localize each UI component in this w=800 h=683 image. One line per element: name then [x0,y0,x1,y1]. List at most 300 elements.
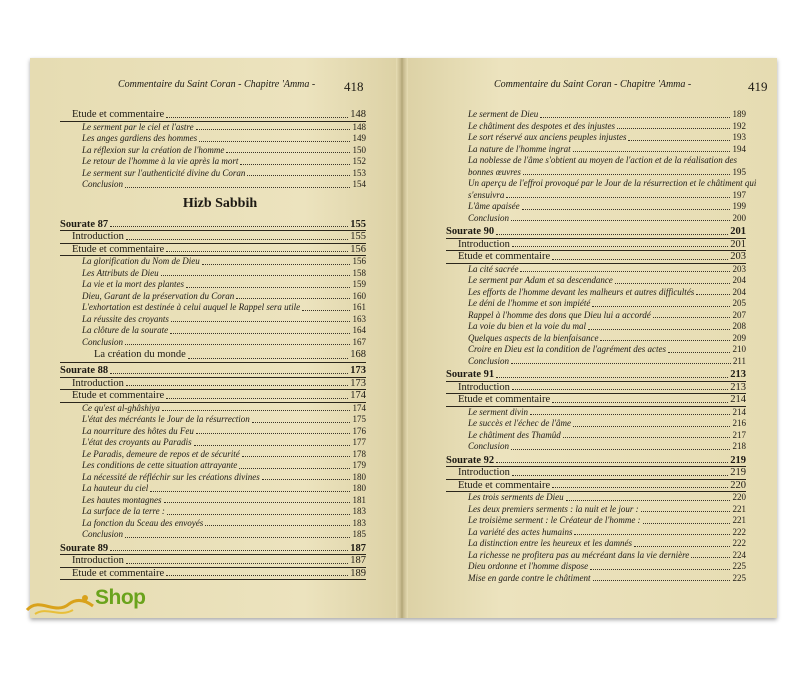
toc-entry-title: bonnes œuvres [468,166,521,177]
toc-entry-page: 148 [352,121,366,132]
section-heading: Hizb Sabbih [182,195,258,211]
toc-entry-title: Etude et commentaire [72,390,165,401]
toc-entry-page: 174 [350,390,366,401]
toc-entry-title: La surface de la terre : [82,506,165,516]
toc-entry-page: 219 [730,454,746,466]
dot-leader [634,546,730,547]
dot-leader [628,140,730,141]
toc-entry-page: 207 [732,309,746,320]
toc-entry-title: Le serment sur l'authenticité divine du Coran [82,167,246,178]
toc-row [446,344,746,356]
toc-entry-page: 150 [352,144,366,155]
dot-leader [552,487,728,488]
toc-row [60,403,366,415]
toc-entry-title: Quelques aspects de la bienfaisance [468,332,599,343]
toc-entry-title: La clôture de la sourate [82,325,169,335]
toc-entry-page: 224 [732,549,746,560]
toc-entry-page: 225 [732,572,746,583]
toc-entry-title: Sourate 88 [60,365,109,376]
dot-leader [166,117,348,118]
toc-row [60,133,366,145]
toc-entry-title: Le troisième serment : le Créateur de l'homme : [468,515,641,525]
dot-leader [161,275,350,276]
toc-row [60,244,366,257]
dot-leader [668,352,730,353]
book-spine [396,58,408,618]
toc-entry-page: 201 [730,226,746,237]
toc-entry-title: Conclusion [468,441,510,451]
dot-leader [126,563,348,564]
toc-row [60,483,366,495]
toc-entry-page: 174 [352,402,366,413]
toc-entry-page: 155 [350,231,366,242]
toc-entry-title: Introduction [458,381,510,393]
toc-entry-title: L'état des mécréants le Jour de la résurrection [82,414,250,424]
toc-entry-title: Les anges gardiens des hommes [82,133,198,143]
dot-leader [512,389,728,390]
toc-entry-title: Conclusion [82,529,124,539]
toc-entry-title: La réflexion sur la création de l'homme [82,144,225,155]
toc-entry-page: 180 [352,471,366,482]
toc-row [60,414,366,426]
toc-entry-page: 217 [732,429,746,440]
toc-entry-title: La richesse ne profitera pas au mécréant dans la vie dernière [468,549,690,560]
toc-row [446,441,746,453]
toc-entry-title: Le sort réservé aux anciens peuples injustes [468,132,627,142]
toc-entry-title: Conclusion [468,212,510,223]
toc-entry-page: 193 [732,132,746,142]
dot-leader [110,226,348,227]
toc-row [60,168,366,180]
dot-leader [653,317,730,318]
dot-leader [205,525,350,526]
toc-entry-page: 203 [730,251,746,262]
toc-entry-page: 168 [350,349,366,360]
toc-row [446,321,746,333]
toc-entry-title: La hauteur du ciel [82,483,149,493]
toc-row [446,504,746,516]
toc-entry-page: 153 [352,167,366,178]
dot-leader [566,500,730,501]
toc-row [446,201,746,213]
dot-leader [523,174,730,175]
toc-row [446,239,746,252]
dot-leader [496,462,728,463]
dot-leader [170,333,350,334]
toc-row [60,179,366,191]
toc-entry-page: 203 [732,263,746,274]
logo-text: Shop [95,586,146,609]
dot-leader [512,475,728,476]
dot-leader [196,129,350,130]
toc-entry-page: 179 [352,460,366,470]
toc-row [60,426,366,438]
dot-leader [262,479,350,480]
toc-entry-page: 167 [352,336,366,347]
toc-entry-title: Introduction [458,467,510,478]
toc-entry-title: Rappel à l'homme des dons que Dieu lui a accordé [468,309,651,320]
dot-leader [593,580,730,581]
toc-entry-title: La création du monde [94,349,186,360]
toc-entry-page: 204 [732,275,746,285]
dot-leader [194,445,350,446]
toc-entry-page: 210 [732,344,746,354]
toc-row [60,314,366,326]
left-page-header: Commentaire du Saint Coran - Chapitre 'Amma - [118,79,316,90]
toc-row [446,407,746,419]
toc-entry-title: Etude et commentaire [458,479,551,491]
toc-entry-page: 160 [352,290,366,301]
toc-entry-page: 176 [352,425,366,436]
toc-row [60,156,366,168]
dot-leader [592,306,730,307]
toc-entry-page: 175 [352,414,366,424]
dot-leader [167,514,350,515]
toc-entry-title: Le serment divin [468,406,528,417]
left-page [30,58,396,618]
toc-row [60,495,366,507]
dot-leader [506,197,730,198]
toc-row [60,568,366,581]
toc-row [60,109,366,122]
toc-entry-title: La voie du bien et la voie du mal [468,321,586,331]
toc-entry-page: 204 [732,286,746,297]
toc-row [60,256,366,268]
toc-entry-page: 199 [732,201,746,211]
toc-entry-title: Le serment par le ciel et l'astre [82,121,194,132]
toc-entry-page: 213 [730,369,746,380]
toc-sourate-row [60,219,366,232]
toc-entry-page: 220 [732,492,746,502]
toc-entry-page: 187 [350,542,366,554]
dot-leader [247,175,350,176]
toc-row [446,561,746,573]
dot-leader [588,329,730,330]
dot-leader [511,220,730,221]
toc-row [60,325,366,337]
toc-row [446,333,746,345]
toc-entry-page: 208 [732,321,746,331]
toc-entry-page: 192 [732,120,746,131]
right-page [408,58,777,618]
toc-entry-title: La nourriture des hôtes du Feu [82,425,194,436]
toc-entry-page: 189 [350,567,366,579]
toc-entry-page: 194 [732,143,746,154]
toc-entry-title: La glorification du Nom de Dieu [82,256,200,266]
toc-row [60,337,366,349]
toc-row [446,527,746,539]
dot-leader [511,363,731,364]
toc-row [446,382,746,395]
toc-entry-page: 195 [732,166,746,177]
dot-leader [540,117,730,118]
toc-entry-title: Sourate 87 [60,218,109,230]
toc-row [60,518,366,530]
dot-leader [512,246,728,247]
dot-leader [150,491,350,492]
toc-row [446,573,746,585]
dot-leader [110,373,348,374]
left-page-number: 418 [344,79,364,94]
dot-leader [530,414,730,415]
toc-sourate-row [446,369,746,382]
toc-row [446,492,746,504]
dot-leader [496,377,728,378]
toc-entry-page: 219 [730,467,746,478]
toc-entry-title: Le déni de l'homme et son impiété [468,298,591,308]
toc-entry-title: Etude et commentaire [72,567,165,579]
toc-entry-title: Les conditions de cette situation attrayante [82,460,238,470]
toc-row [446,310,746,322]
toc-entry-title: Mise en garde contre le châtiment [468,572,591,583]
toc-entry-title: La fonction du Sceau des envoyés [82,517,204,528]
toc-entry-title: Sourate 92 [446,454,495,466]
right-toc-list [446,109,757,584]
toc-row [446,144,746,156]
toc-entry-page: 211 [732,355,746,366]
toc-entry-title: Ce qu'est al-ghâshiya [82,402,160,413]
dot-leader [496,234,728,235]
toc-row [60,460,366,472]
toc-entry-page: 222 [732,526,746,537]
dot-leader [696,294,730,295]
dot-leader [202,264,350,265]
toc-entry-page: 214 [732,406,746,417]
dot-leader [171,321,350,322]
toc-row [446,467,746,480]
dot-leader [600,340,730,341]
toc-entry-page: 181 [352,494,366,505]
toc-row [60,529,366,541]
toc-entry-title: La nécessité de réfléchir sur les créations divines [82,471,260,482]
toc-entry-page: 221 [732,503,746,514]
swirl-logo-icon [25,586,95,620]
dot-leader [242,456,350,457]
toc-entry-title: Le Paradis, demeure de repos et de sécurité [82,448,240,459]
toc-row [60,145,366,157]
toc-entry-title: Le châtiment des despotes et des injustes [468,120,615,131]
toc-row [446,287,746,299]
toc-entry-page: 205 [732,298,746,308]
dot-leader [188,358,348,359]
toc-entry-page: 225 [732,561,746,571]
toc-entry-title: Etude et commentaire [72,243,165,255]
toc-entry-page: 177 [352,437,366,447]
dot-leader [641,511,730,512]
toc-entry-title: Les Attributs de Dieu [82,267,159,278]
toc-entry-title: La nature de l'homme ingrat [468,143,571,154]
toc-row [446,538,746,550]
toc-entry-title: Sourate 91 [446,369,495,380]
toc-entry-title: Introduction [72,231,124,242]
toc-sourate-row [60,543,366,556]
toc-row [60,437,366,449]
toc-entry-title: Le retour de l'homme à la vie après la mort [82,156,239,166]
toc-entry-page: 189 [732,109,746,119]
toc-row [446,550,746,562]
toc-entry-page: 197 [732,189,746,200]
dot-leader [196,433,350,434]
toc-row [446,213,746,225]
toc-row [60,390,366,403]
toc-entry-title: La variété des actes humains [468,526,573,537]
right-page-header: Commentaire du Saint Coran - Chapitre 'Amma - [494,79,692,90]
toc-entry-title: La vie et la mort des plantes [82,279,184,289]
toc-entry-page: 155 [350,218,366,230]
toc-row [446,155,746,167]
toc-entry-title: Conclusion [82,179,124,189]
dot-leader [162,410,350,411]
toc-entry-page: 213 [730,381,746,393]
toc-entry-title: Le châtiment des Thamûd [468,429,561,440]
dot-leader [573,426,730,427]
toc-row [60,122,366,134]
toc-entry-title: Un aperçu de l'effroi provoqué par le Jour de la résurrection et le châtiment qui [468,178,757,188]
toc-entry-page: 173 [350,365,366,376]
toc-entry-title: Le succès et l'échec de l'âme [468,418,572,428]
toc-row [60,348,366,363]
toc-entry-title: L'état des croyants au Paradis [82,437,192,447]
toc-row [446,121,746,133]
dot-leader [110,550,348,551]
toc-row [446,264,746,276]
dot-leader [691,557,730,558]
toc-entry-page: 200 [732,212,746,223]
dot-leader [164,502,350,503]
toc-entry-title: Etude et commentaire [458,394,551,405]
toc-entry-title: Conclusion [468,355,510,366]
dot-leader [126,239,348,240]
toc-entry-title: Etude et commentaire [458,251,551,262]
left-toc [60,109,366,580]
toc-entry-page: 161 [352,302,366,312]
dot-leader [520,271,730,272]
toc-entry-title: Etude et commentaire [72,109,165,120]
dot-leader [573,151,730,152]
toc-row [446,132,746,144]
dot-leader [552,259,728,260]
toc-row [446,515,746,527]
dot-leader [186,287,350,288]
toc-entry-title: Dieu ordonne et l'homme dispose [468,561,589,571]
toc-entry-page: 180 [352,483,366,493]
toc-entry-title: Dieu, Garant de la préservation du Coran [82,290,235,301]
toc-row [60,555,366,568]
toc-entry-title: Croire en Dieu est la condition de l'agrément des actes [468,344,666,354]
left-toc-top [60,109,366,191]
toc-row [60,279,366,291]
toc-entry-page: 220 [730,479,746,491]
toc-entry-title: La réussite des croyants [82,313,169,324]
toc-row [446,394,746,407]
toc-row [60,449,366,461]
toc-row [446,356,746,368]
toc-entry-title: La cité sacrée [468,263,519,274]
toc-entry-title: Les trois serments de Dieu [468,492,564,502]
toc-entry-title: L'exhortation est destinée à celui auquel le Rappel sera utile [82,302,301,312]
toc-entry-page: 148 [350,109,366,120]
dot-leader [199,141,350,142]
toc-row [446,178,757,190]
toc-entry-page: 158 [352,267,366,278]
toc-entry-page: 201 [730,238,746,250]
toc-entry-page: 152 [352,156,366,166]
left-toc-bottom [60,219,366,581]
toc-entry-title: Les deux premiers serments : la nuit et le jour : [468,503,639,514]
dot-leader [563,437,730,438]
toc-sourate-row [446,455,746,468]
toc-entry-page: 149 [352,133,366,143]
toc-entry-title: Le serment de Dieu [468,109,539,119]
toc-entry-page: 222 [732,538,746,548]
dot-leader [522,209,730,210]
dot-leader [125,344,350,345]
toc-entry-page: 185 [352,529,366,539]
toc-row [60,268,366,280]
toc-entry-title: L'âme apaisée [468,201,520,211]
toc-entry-page: 183 [352,517,366,528]
toc-entry-page: 214 [730,394,746,405]
toc-entry-page: 216 [732,418,746,428]
dot-leader [617,128,730,129]
toc-sourate-row [446,226,746,239]
dot-leader [126,385,348,386]
dot-leader [590,569,730,570]
dot-leader [236,298,350,299]
dot-leader [125,187,350,188]
shop-logo [25,586,165,620]
toc-row [446,275,746,287]
toc-entry-title: Sourate 89 [60,542,109,554]
toc-row [60,302,366,314]
toc-entry-page: 187 [350,555,366,566]
toc-entry-title: Introduction [72,377,124,389]
toc-entry-title: Introduction [72,555,124,566]
toc-entry-title: La distinction entre les heureux et les damnés [468,538,633,548]
toc-entry-title: Introduction [458,238,510,250]
toc-entry-title: Conclusion [82,336,124,347]
toc-sourate-row [60,365,366,378]
toc-entry-page: 156 [350,243,366,255]
toc-row [446,190,746,202]
dot-leader [552,402,728,403]
toc-entry-title: Les hautes montagnes [82,494,162,505]
toc-entry-page: 154 [352,179,366,189]
dot-leader [166,575,348,576]
toc-entry-page: 178 [352,448,366,459]
toc-entry-page: 164 [352,325,366,335]
dot-leader [166,251,348,252]
toc-row [60,472,366,484]
toc-entry-page: 221 [732,515,746,525]
right-toc [446,109,757,584]
toc-entry-title: Sourate 90 [446,226,495,237]
toc-entry-page: 159 [352,279,366,289]
dot-leader [240,164,350,165]
dot-leader [226,152,350,153]
right-page-number: 419 [748,79,768,94]
toc-row [446,251,746,264]
toc-entry-title: Le serment par Adam et sa descendance [468,275,613,285]
toc-entry-title: s'ensuivra [468,189,505,200]
toc-entry-page: 156 [352,256,366,266]
toc-entry-page: 173 [350,377,366,389]
toc-row [60,291,366,303]
toc-entry-page: 209 [732,332,746,343]
dot-leader [252,422,350,423]
toc-row [60,506,366,518]
dot-leader [302,310,350,311]
